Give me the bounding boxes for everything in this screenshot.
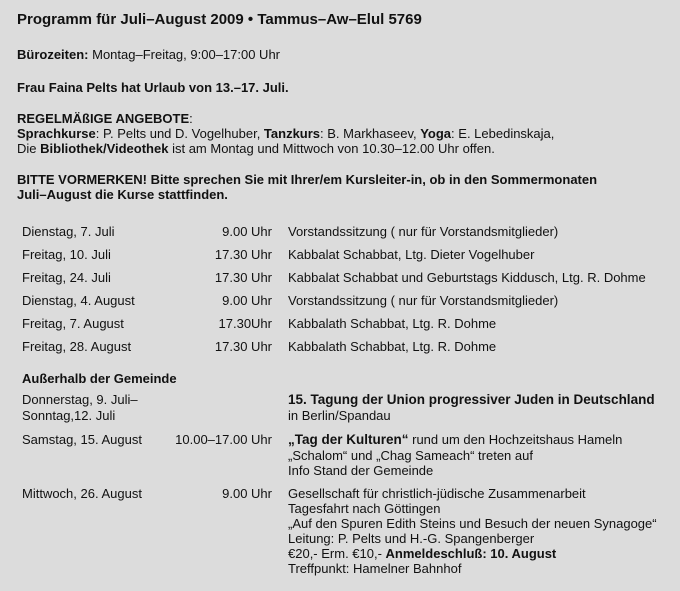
page-title: Programm für Juli–August 2009 • Tammus–Aw–Elul 5769 [17, 11, 422, 28]
regular-offers-line2 [17, 141, 495, 157]
regular-offers-title: REGELMÄßIGE ANGEBOTE [17, 111, 190, 126]
language-course-label: Sprachkurse [17, 126, 96, 141]
library-label: Bibliothek/Videothek [40, 141, 169, 156]
event-row [0, 339, 680, 357]
outside-event2-line1 [288, 432, 622, 448]
library-text: ist am Montag und Mittwoch von 10.30–12.00 Uhr offen. [168, 141, 495, 156]
office-hours [17, 47, 280, 63]
outside-event3-line3: „Auf den Spuren Edith Steins und Besuch der neuen Synagoge“ [288, 516, 657, 531]
event-title: Kabbalat Schabbat und Geburtstags Kiddusch, Ltg. R. Dohme [288, 270, 646, 285]
event-time: 17.30 Uhr [214, 339, 272, 354]
outside-event3-line4: Leitung: P. Pelts und H.-G. Spangenberger [288, 531, 535, 546]
event-day: Freitag, 10. Juli [22, 247, 111, 262]
vacation-notice: Frau Faina Pelts hat Urlaub von 13.–17. Juli. [17, 80, 289, 95]
notice-line2: Juli–August die Kurse stattfinden. [17, 187, 228, 202]
event-time: 17.30 Uhr [214, 270, 272, 285]
event-row [0, 316, 680, 334]
dance-course-label: Tanzkurs [263, 126, 321, 141]
event-time: 9.00 Uhr [222, 293, 272, 308]
outside-event3-line2: Tagesfahrt nach Göttingen [288, 501, 441, 516]
outside-event2-line2: „Schalom“ und „Chag Sameach“ treten auf [288, 448, 533, 463]
event-day: Freitag, 7. August [22, 316, 124, 331]
outside-event2-title: „Tag der Kulturen“ [288, 432, 409, 447]
event-day: Dienstag, 7. Juli [22, 224, 115, 239]
office-hours-label: Bürozeiten: [17, 47, 89, 62]
outside-event3-price: €20,- Erm. €10,- [288, 546, 386, 561]
outside-event1-day-line2: Sonntag,12. Juli [22, 408, 116, 423]
event-title: Vorstandssitzung ( nur für Vorstandsmitglieder) [288, 293, 559, 308]
library-prefix: Die [17, 141, 41, 156]
outside-event3-deadline: Anmeldeschluß: 10. August [385, 546, 557, 561]
regular-offers-colon: : [189, 111, 193, 126]
event-time: 17.30 Uhr [214, 247, 272, 262]
event-title: Kabbalath Schabbat, Ltg. R. Dohme [288, 339, 497, 354]
language-course-text: : P. Pelts und D. Vogelhuber, [95, 126, 264, 141]
yoga-label: Yoga [420, 126, 452, 141]
event-time: 9.00 Uhr [222, 224, 272, 239]
event-time: 17.30Uhr [218, 316, 272, 331]
office-hours-text: Montag–Freitag, 9:00–17:00 Uhr [88, 47, 281, 62]
outside-event1-location: in Berlin/Spandau [288, 408, 391, 423]
outside-event3-time: 9.00 Uhr [222, 486, 272, 501]
outside-heading: Außerhalb der Gemeinde [22, 371, 177, 386]
outside-event2-time: 10.00–17.00 Uhr [175, 432, 272, 447]
regular-offers-heading [17, 111, 193, 127]
outside-event2-title-rest: rund um den Hochzeitshaus Hameln [408, 432, 623, 447]
outside-event3-day: Mittwoch, 26. August [22, 486, 142, 501]
yoga-text: : E. Lebedinskaja, [451, 126, 555, 141]
event-day: Dienstag, 4. August [22, 293, 135, 308]
event-row [0, 270, 680, 288]
outside-event2-day: Samstag, 15. August [22, 432, 142, 447]
event-row [0, 293, 680, 311]
outside-event3-line5 [288, 546, 556, 562]
event-row [0, 247, 680, 265]
event-day: Freitag, 24. Juli [22, 270, 111, 285]
outside-event1-title: 15. Tagung der Union progressiver Juden in Deutschland [288, 392, 655, 407]
dance-course-text: : B. Markhaseev, [320, 126, 421, 141]
event-title: Vorstandssitzung ( nur für Vorstandsmitglieder) [288, 224, 559, 239]
outside-event2-line3: Info Stand der Gemeinde [288, 463, 434, 478]
outside-event3-line6: Treffpunkt: Hamelner Bahnhof [288, 561, 462, 576]
event-day: Freitag, 28. August [22, 339, 132, 354]
notice-line1: BITTE VORMERKEN! Bitte sprechen Sie mit Ihrer/em Kursleiter-in, ob in den Sommermonaten [17, 172, 598, 187]
outside-event1-day-line1: Donnerstag, 9. Juli– [22, 392, 138, 407]
event-title: Kabbalat Schabbat, Ltg. Dieter Vogelhuber [288, 247, 535, 262]
regular-offers-line1 [17, 126, 554, 142]
event-row [0, 224, 680, 242]
outside-event3-line1: Gesellschaft für christlich-jüdische Zusammenarbeit [288, 486, 586, 501]
event-title: Kabbalath Schabbat, Ltg. R. Dohme [288, 316, 497, 331]
